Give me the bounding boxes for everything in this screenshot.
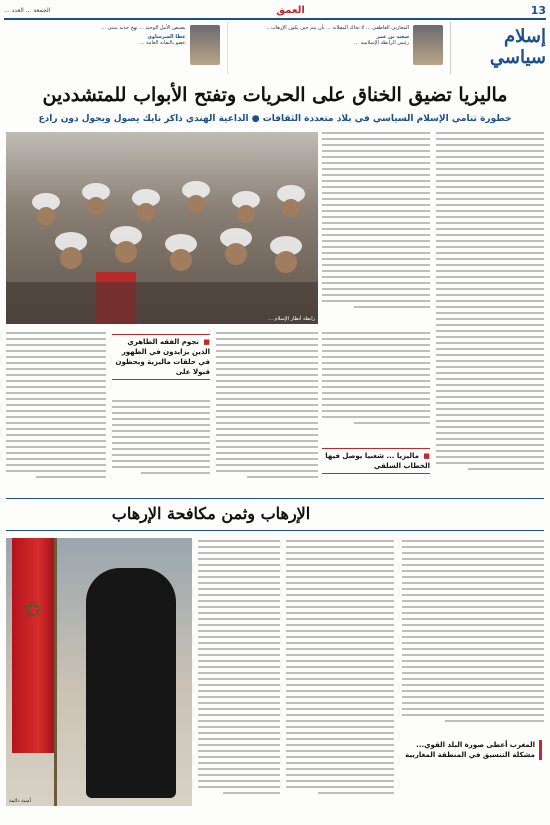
section-divider (6, 498, 544, 499)
author-role: رئيس الرابطة الإسلامية ... (354, 40, 409, 46)
rubric-title: إسلام سياسي (489, 26, 546, 68)
article-column (322, 332, 430, 442)
article-column (112, 400, 210, 492)
article-column (216, 332, 318, 492)
author-role: عضو بالنقابة العامة ... (139, 40, 186, 46)
second-headline: الإرهاب وثمن مكافحة الإرهاب (111, 504, 311, 523)
article-column (322, 132, 430, 324)
authors-band (4, 22, 546, 74)
author-photo (413, 25, 443, 65)
issue-info: الجمعة ... العدد ... (4, 6, 51, 14)
pull-quote-text: ماليزيا ... شعبيا يوصل فيها الخطاب السلفي (325, 452, 430, 470)
pull-quote (112, 334, 210, 380)
author-excerpt: المغاربي العاطفي ... لا تحاك المقلاتة ... بأن يتم حين يكون الإرهاب... (266, 25, 409, 31)
main-subheadline: خطورة تنامي الإسلام السياسي في بلاد متعددة الثقافات ● الداعية الهندي ذاكر نايك يصول ويجول دون رادع (38, 114, 512, 124)
quote-icon: ■ (203, 338, 210, 346)
security-photo (6, 538, 192, 806)
article-column (286, 540, 394, 810)
officer-figure (86, 568, 176, 798)
flag-image (12, 538, 56, 753)
section-divider (6, 530, 544, 531)
article-column (6, 332, 106, 492)
author-photo (190, 25, 220, 65)
article-column (436, 132, 544, 492)
article-column (402, 540, 544, 732)
author-name: سعيد بن عمر (376, 34, 409, 40)
quote-icon: ■ (423, 452, 430, 460)
author-excerpt: بصيص الأمل الوحيد ... نهج جديد يتبنى ... (101, 25, 186, 31)
crowd-photo (6, 132, 318, 324)
highlight-box: المغرب أعطى صورة البلد القوي... مشكلة التنسيق في المنطقة المغاربية (400, 740, 542, 760)
crowd-illustration (6, 132, 318, 324)
photo-caption: أمنية دائمة (9, 798, 31, 804)
author-card (227, 22, 447, 74)
flag-pole (54, 538, 57, 806)
top-strip (4, 2, 546, 20)
article-column (198, 540, 280, 810)
photo-caption: رابطة أنظار الإسلام ... (268, 316, 315, 322)
author-card (4, 22, 223, 74)
brand-name: العمق (276, 4, 305, 16)
pull-quote (322, 448, 430, 474)
star-icon: ✩ (23, 598, 43, 623)
page-number: 13 (530, 3, 546, 17)
main-headline: ماليزيا تضيق الخناق على الحريات وتفتح الأبواب للمتشددين (42, 84, 508, 106)
author-name: عطا السرساوي (147, 34, 186, 40)
rubric (450, 22, 546, 74)
pull-quote-text: نجوم الفقه الظاهري الذين يزايدون في الظهور في حلقات ماليزية ويحظون قبولا على (115, 338, 210, 376)
